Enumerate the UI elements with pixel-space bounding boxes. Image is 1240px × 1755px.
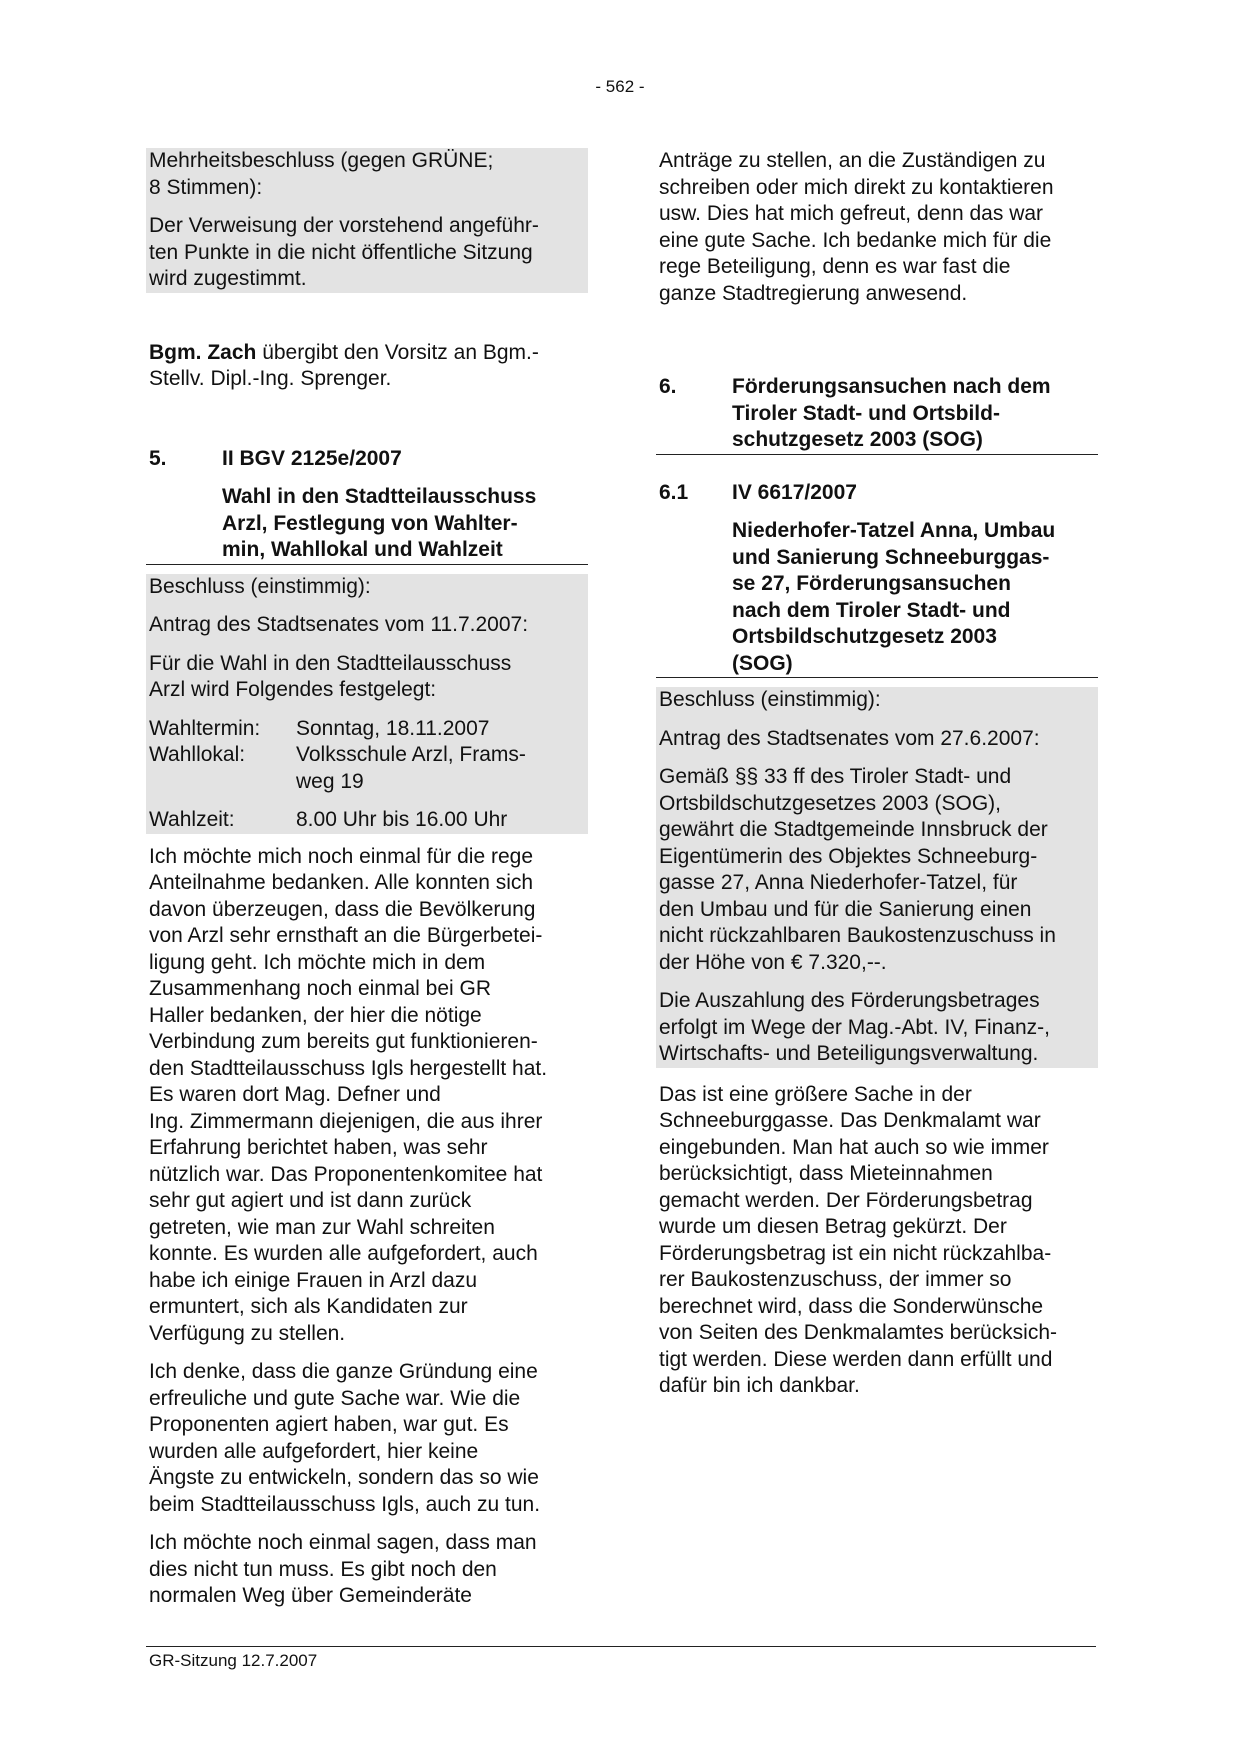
- page-number: - 562 -: [595, 77, 645, 96]
- speech-paragraph: Ich denke, dass die ganze Gründung eine erfreuliche und gute Sache war. Wie die Proponenten agiert haben, war gut. Es wurden alle aufgefordert, hier keine Ängste zu entwickeln, sondern das so wie beim Stadtteilausschuss Igls, auch zu tun.: [149, 1360, 541, 1516]
- right-column: [656, 148, 1098, 1400]
- section-6-1-heading: [656, 480, 1098, 679]
- payment-text: Die Auszahlung des Förderungsbetrages erfolgt im Wege der Mag.-Abt. IV, Finanz-, Wirtschafts- und Beteiligungsverwaltung.: [659, 989, 1051, 1065]
- motion-date: Antrag des Stadtsenates vom 11.7.2007:: [149, 613, 529, 636]
- section-title: Niederhofer-Tatzel Anna, Umbau und Sanierung Schneeburggas- se 27, Förderungsansuchen nach dem Tiroler Stadt- und Ortsbildschutzgesetz 2003 (SOG): [732, 519, 1056, 675]
- decision-label: Beschluss (einstimmig):: [659, 688, 881, 711]
- section-number: 6.: [659, 375, 677, 398]
- vote-result: Mehrheitsbeschluss (gegen GRÜNE; 8 Stimmen):: [149, 149, 494, 199]
- section-5-heading: [146, 446, 588, 565]
- speech-paragraph: Ich möchte noch einmal sagen, dass man dies nicht tun muss. Es gibt noch den normalen Weg über Gemeinderäte: [149, 1531, 537, 1607]
- vote-text: Der Verweisung der vorstehend angeführ- ten Punkte in die nicht öffentliche Sitzung wird zugestimmt.: [149, 214, 539, 290]
- footer: GR-Sitzung 12.7.2007: [149, 1651, 318, 1670]
- speech-paragraph: Ich möchte mich noch einmal für die rege Anteilnahme bedanken. Alle konnten sich davon überzeugen, dass die Bevölkerung von Arzl sehr ernsthaft an die Bürgerbetei- ligung geht. Ich möchte mich in dem Zusammenhang noch einmal bei GR Haller bedanken, der hier die nötige Verbindung zum bereits gut funktionieren- den Stadtteilausschuss Igls hergestellt hat. Es waren dort Mag. Defner und Ing. Zimmermann diejenigen, die aus ihrer Erfahrung berichtet haben, was sehr nützlich war. Das Proponentenkomitee hat sehr gut agiert und ist dann zurück getreten, wie man zur Wahl schreiten konnte. Es wurden alle aufgefordert, auch habe ich einige Frauen in Arzl dazu ermuntert, sich als Kandidaten zur Verfügung zu stellen.: [149, 844, 548, 1345]
- decision-label: Beschluss (einstimmig):: [149, 574, 371, 598]
- decision-text: Gemäß §§ 33 ff des Tiroler Stadt- und Ortsbildschutzgesetzes 2003 (SOG), gewährt die Stadtgemeinde Innsbruck der Eigentümerin des Objektes Schneeburg- gasse 27, Anna Niederhofer-Tatzel, für den Umbau und für die Sanierung einen nicht rückzahlbaren Baukostenzuschuss in der Höhe von € 7.320,--.: [659, 765, 1056, 974]
- decision-intro: Für die Wahl in den Stadtteilausschuss Arzl wird Folgendes festgelegt:: [149, 651, 512, 701]
- section-title: Wahl in den Stadtteilausschuss Arzl, Festlegung von Wahlter- min, Wahllokal und Wahlzeit: [222, 485, 537, 561]
- speech-continuation: Anträge zu stellen, an die Zuständigen zu schreiben oder mich direkt zu kontaktieren usw. Dies hat mich gefreut, denn das war eine gute Sache. Ich bedanke mich für die rege Beteiligung, denn es war fast die ganze Stadtregierung anwesend.: [659, 149, 1054, 305]
- section-number: 6.1: [659, 480, 689, 504]
- speech-text: [146, 844, 588, 1610]
- section-number: 5.: [149, 446, 167, 470]
- election-date-row: Wahltermin: Sonntag, 18.11.2007: [149, 716, 490, 740]
- section-ref: II BGV 2125e/2007: [222, 446, 402, 470]
- decision-box-section-6-1: [656, 687, 1098, 1068]
- decision-box-section-5: [146, 574, 588, 834]
- left-column: [146, 148, 588, 1622]
- section-ref: IV 6617/2007: [732, 480, 857, 504]
- vote-box-majority: [146, 148, 588, 293]
- mayor-name: Bgm. Zach: [149, 340, 257, 364]
- election-time-row: Wahlzeit: 8.00 Uhr bis 16.00 Uhr: [149, 808, 508, 831]
- footer-divider: [146, 1646, 1096, 1647]
- polling-station-row: Wahllokal: Volksschule Arzl, Frams- weg 19: [149, 743, 526, 793]
- speech-paragraph: Das ist eine größere Sache in der Schneeburggasse. Das Denkmalamt war eingebunden. Man hat auch so wie immer berücksichtigt, dass Mieteinnahmen gemacht werden. Der Förderungsbetrag wurde um diesen Betrag gekürzt. Der Förderungsbetrag ist ein nicht rückzahlba- rer Baukostenzuschuss, der immer so berechnet wird, dass die Sonderwünsche von Seiten des Denkmalamtes berücksich- tigt werden. Diese werden dann erfüllt und dafür bin ich dankbar.: [659, 1082, 1058, 1397]
- section-6-heading: [656, 374, 1098, 455]
- motion-date: Antrag des Stadtsenates vom 27.6.2007:: [659, 726, 1040, 750]
- chair-handover: Bgm. Zach übergibt den Vorsitz an Bgm.- Stellv. Dipl.-Ing. Sprenger.: [149, 340, 539, 390]
- section-title: Förderungsansuchen nach dem Tiroler Stadt- und Ortsbild- schutzgesetz 2003 (SOG): [732, 375, 1051, 451]
